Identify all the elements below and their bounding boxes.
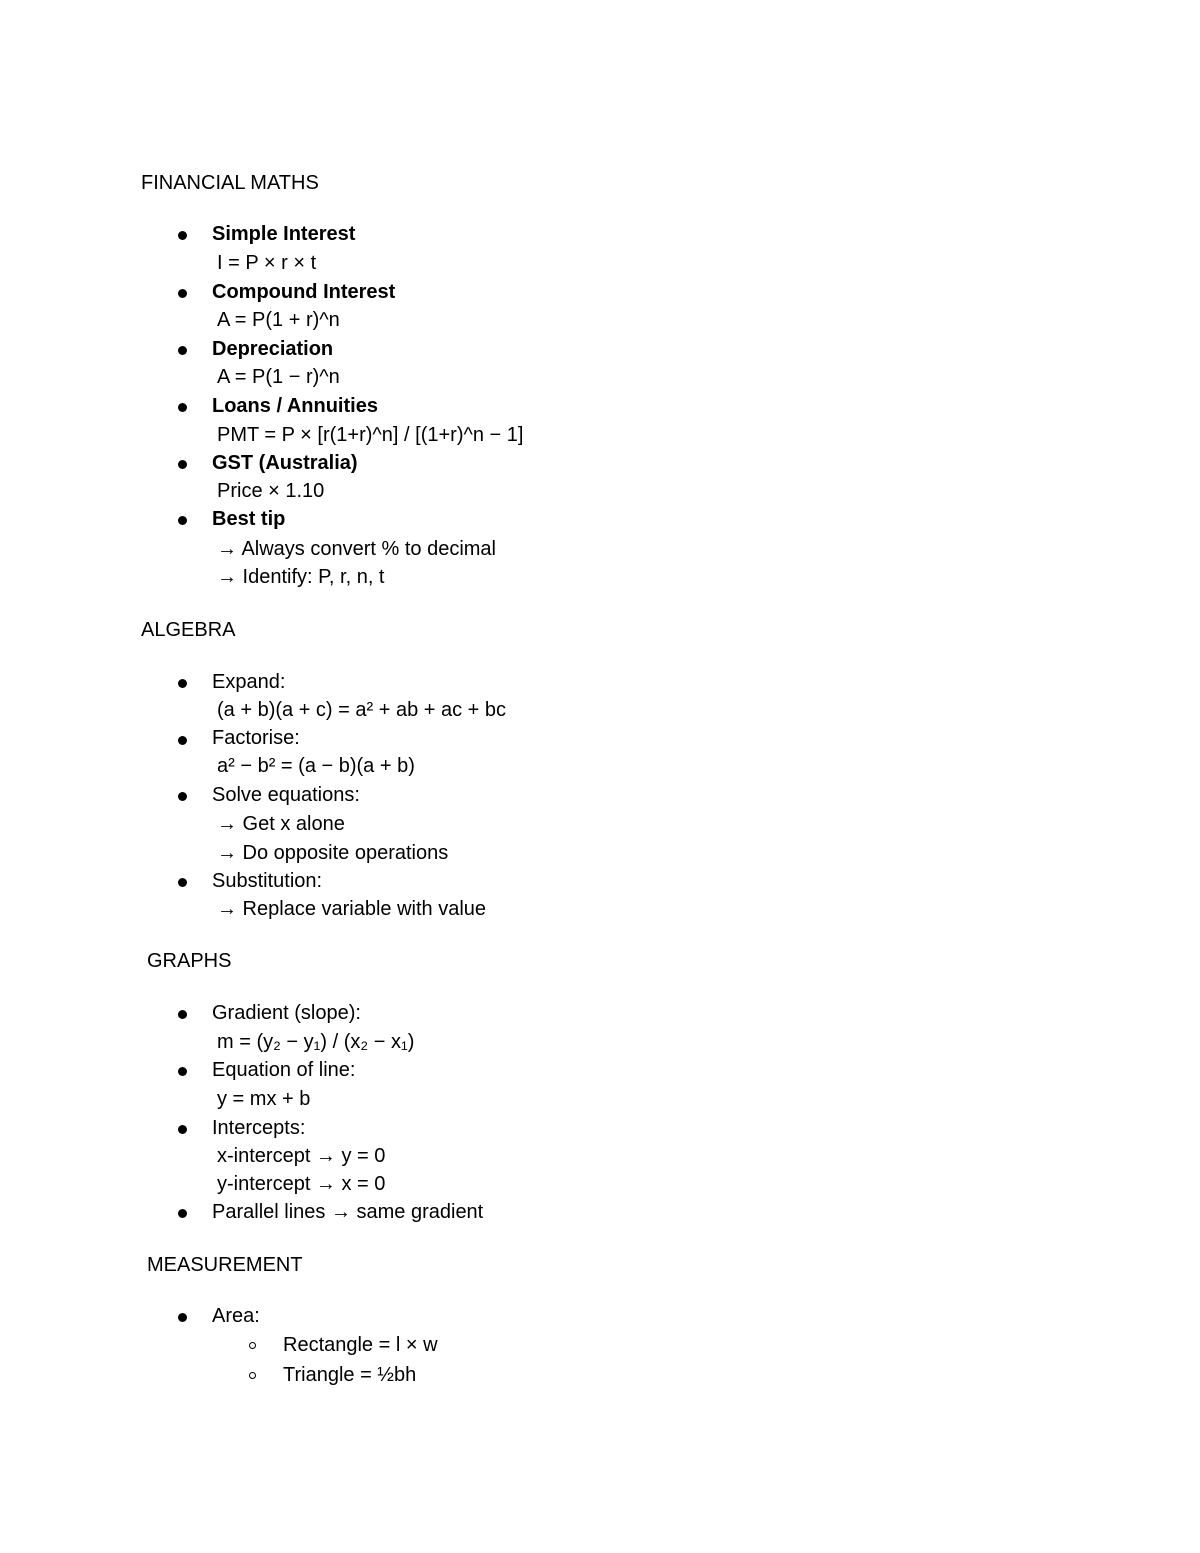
tip-line-2: → Identify: P, r, n, t [217,566,385,588]
hollow-bullet-icon [249,1372,256,1379]
formula-equation-of-line: y = mx + b [217,1088,311,1110]
item-title-intercepts: Intercepts: [212,1117,306,1139]
intercept-line-y: y-intercept → x = 0 [217,1173,386,1195]
item-title-solve-equations: Solve equations: [212,784,360,806]
formula-gradient: m = (y₂ − y₁) / (x₂ − x₁) [217,1031,415,1053]
item-title-compound-interest: Compound Interest [212,281,396,303]
bullet-icon [178,1010,187,1019]
bullet-icon [178,792,187,801]
tip-line-1: → Always convert % to decimal [217,538,496,560]
substitution-line-1: → Replace variable with value [217,898,487,920]
bullet-icon [178,736,187,745]
item-title-loans-annuities: Loans / Annuities [212,395,378,417]
item-title-factorise: Factorise: [212,727,300,749]
solve-line-2: → Do opposite operations [217,842,449,864]
formula-gst: Price × 1.10 [217,480,325,502]
item-title-equation-of-line: Equation of line: [212,1059,356,1081]
area-rectangle: Rectangle = l × w [283,1334,438,1356]
formula-compound-interest: A = P(1 + r)^n [217,309,340,331]
formula-simple-interest: I = P × r × t [217,252,317,274]
section-heading-financial: FINANCIAL MATHS [141,172,319,194]
bullet-icon [178,231,187,240]
section-heading-graphs: GRAPHS [147,950,232,972]
bullet-icon [178,346,187,355]
section-heading-measurement: MEASUREMENT [147,1254,303,1276]
bullet-icon [178,289,187,298]
bullet-icon [178,1125,187,1134]
bullet-icon [178,1313,187,1322]
formula-depreciation: A = P(1 − r)^n [217,366,340,388]
item-title-best-tip: Best tip [212,508,286,530]
item-title-depreciation: Depreciation [212,338,334,360]
bullet-icon [178,403,187,412]
bullet-icon [178,460,187,469]
item-title-simple-interest: Simple Interest [212,223,356,245]
bullet-icon [178,1209,187,1218]
item-title-area: Area: [212,1305,260,1327]
item-title-expand: Expand: [212,671,286,693]
solve-line-1: → Get x alone [217,813,345,835]
formula-loans-annuities: PMT = P × [r(1+r)^n] / [(1+r)^n − 1] [217,424,524,446]
bullet-icon [178,679,187,688]
item-title-gradient: Gradient (slope): [212,1002,361,1024]
item-title-gst: GST (Australia) [212,452,358,474]
bullet-icon [178,878,187,887]
area-triangle: Triangle = ½bh [283,1364,417,1386]
bullet-icon [178,516,187,525]
section-heading-algebra: ALGEBRA [141,619,236,641]
item-title-parallel-lines: Parallel lines → same gradient [212,1201,484,1223]
formula-expand: (a + b)(a + c) = a² + ab + ac + bc [217,699,507,721]
item-title-substitution: Substitution: [212,870,323,892]
bullet-icon [178,1067,187,1076]
formula-factorise: a² − b² = (a − b)(a + b) [217,755,415,777]
intercept-line-x: x-intercept → y = 0 [217,1145,386,1167]
hollow-bullet-icon [249,1342,256,1349]
